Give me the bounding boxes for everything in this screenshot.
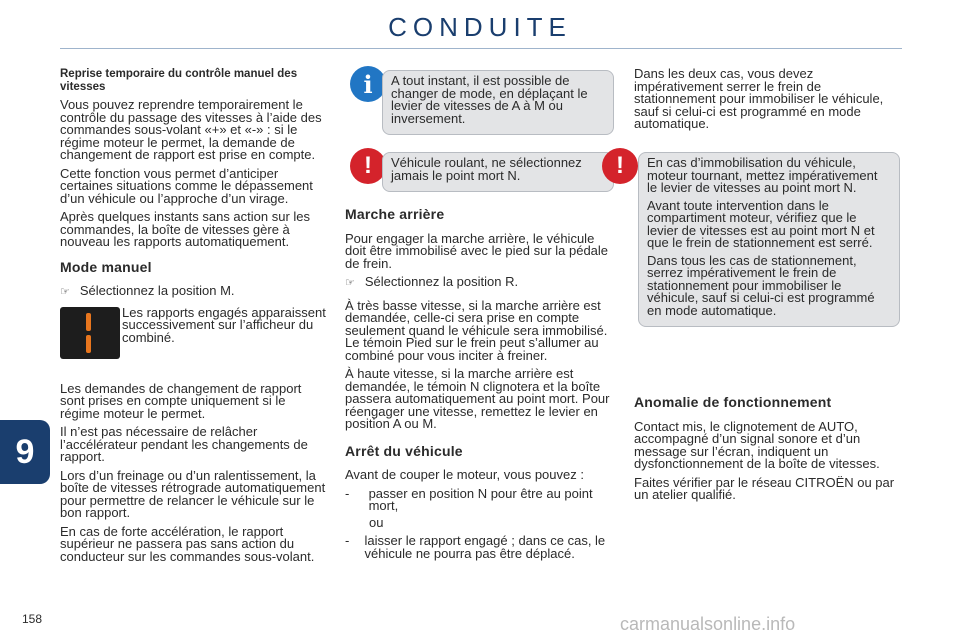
paragraph: À haute vitesse, si la marche arrière est demandée, le témoin N clignotera et la boîte passera automatiquement au point mort. Pour réengager une vitesse, remettez le levier en position A ou M. — [345, 366, 610, 431]
paragraph: Vous pouvez reprendre temporairement le contrôle du passage des vitesses à l’aide des commandes sous-volant «+» et «-» : si le régime moteur le permet, la demande de changement de rapport est prise en compte. — [60, 97, 322, 162]
info-icon: i — [350, 66, 386, 102]
paragraph: À très basse vitesse, si la marche arrière est demandée, celle-ci sera prise en compte seulement quand le véhicule sera immobilisé. Le témoin Pied sur le frein peut s’allumer au combiné pour vous inciter à freiner. — [345, 297, 608, 363]
heading-malfunction: Anomalie de fonctionnement — [634, 394, 832, 410]
heading-temporary-manual: Reprise temporaire du contrôle manuel des vitesses — [60, 68, 298, 93]
info-box — [382, 70, 614, 135]
hand-pointer-icon: ☞ — [345, 277, 355, 289]
info-text: A tout instant, il est possible de changer de mode, en déplaçant le levier de vitesses de A à M ou inversement. — [391, 73, 588, 126]
bullet-text: Sélectionnez la position R. — [364, 274, 519, 289]
bullet-text: Sélectionnez la position M. — [79, 283, 235, 298]
paragraph: Les demandes de changement de rapport sont prises en compte uniquement si le régime moteur le permet. — [60, 380, 302, 421]
bullet-select-r — [345, 276, 615, 290]
column-left — [60, 68, 328, 569]
warning-text: Avant toute intervention dans le compartiment moteur, vérifiez que le levier de vitesses est au point mort N et que le frein de stationnement est serré. — [647, 197, 875, 250]
dash-marker: - — [345, 533, 350, 548]
warning-icon: ! — [602, 148, 638, 184]
paragraph: Il n’est pas nécessaire de relâcher l’accélérateur pendant les changements de rapport. — [60, 424, 308, 464]
paragraph: En cas de forte accélération, le rapport supérieur ne passera pas sans action du conducteur sur les commandes sous-volant. — [60, 523, 315, 564]
hand-pointer-icon: ☞ — [60, 286, 70, 298]
heading-manual-mode: Mode manuel — [60, 258, 152, 275]
list-item — [345, 535, 615, 560]
paragraph: Après quelques instants sans action sur les commandes, la boîte de vitesses gère à nouveau les rapports automatiquement. — [60, 209, 311, 249]
bullet-select-m — [60, 285, 328, 299]
paragraph: Avant de couper le moteur, vous pouvez : — [345, 467, 584, 482]
column-right-top — [634, 68, 900, 137]
warning-text: Dans tous les cas de stationnement, serrez impérativement le frein de stationnement pour immobiliser le véhicule, sauf si celui-ci est programmé en mode automatique. — [647, 252, 875, 318]
paragraph: Lors d’un freinage ou d’un ralentissement, la boîte de vitesses rétrograde automatiquement pour permettre de relancer le véhicule sur le bon rapport. — [60, 467, 326, 520]
column-middle — [345, 208, 615, 560]
watermark: carmanualsonline.info — [620, 614, 796, 634]
dash-marker: - — [345, 485, 350, 501]
page-title: CONDUITE — [388, 12, 572, 42]
page-number: 158 — [22, 612, 43, 626]
warning-box-neutral — [382, 152, 614, 192]
gear-display-image — [60, 307, 120, 359]
warning-text: Véhicule roulant, ne sélectionnez jamais le point mort N. — [391, 155, 582, 183]
paragraph: Cette fonction vous permet d’anticiper certaines situations comme le dépassement d’un véhicule ou l’approche d’un virage. — [60, 165, 313, 206]
paragraph: Faites vérifier par le réseau CITROËN ou par un atelier qualifié. — [634, 474, 895, 502]
column-right-bottom — [634, 396, 900, 508]
display-description: Les rapports engagés apparaissent successivement sur l’afficheur du combiné. — [122, 304, 326, 345]
paragraph: Contact mis, le clignotement de AUTO, accompagné d’un signal sonore et d’un message sur l’écran, indiquent un dysfonctionnement de la boîte de vitesses. — [634, 418, 880, 471]
chapter-number: 9 — [15, 432, 35, 471]
list-item — [345, 485, 615, 513]
paragraph: Dans les deux cas, vous devez impérativement serrer le frein de stationnement pour immobiliser le véhicule, sauf si celui-ci est programmé en mode automatique. — [634, 66, 884, 131]
title-divider — [60, 48, 902, 49]
gear-segment — [86, 313, 91, 331]
gear-display-row — [60, 304, 328, 375]
warning-icon: ! — [350, 148, 386, 184]
or-text: ou — [369, 514, 384, 530]
paragraph: Pour engager la marche arrière, le véhicule doit être immobilisé avec le pied sur la pédale de frein. — [345, 230, 609, 271]
gear-segment — [86, 335, 91, 353]
warning-box-immobilisation — [638, 152, 900, 327]
chapter-tab — [0, 420, 50, 484]
heading-reverse: Marche arrière — [345, 206, 445, 222]
list-item-text: passer en position N pour être au point mort, — [368, 485, 593, 513]
warning-text: En cas d’immobilisation du véhicule, moteur tournant, mettez impérativement le levier de vitesses au point mort N. — [647, 155, 878, 195]
list-item-text: laisser le rapport engagé ; dans ce cas, le véhicule ne pourra pas être déplacé. — [364, 533, 606, 561]
heading-stop: Arrêt du véhicule — [345, 442, 463, 459]
